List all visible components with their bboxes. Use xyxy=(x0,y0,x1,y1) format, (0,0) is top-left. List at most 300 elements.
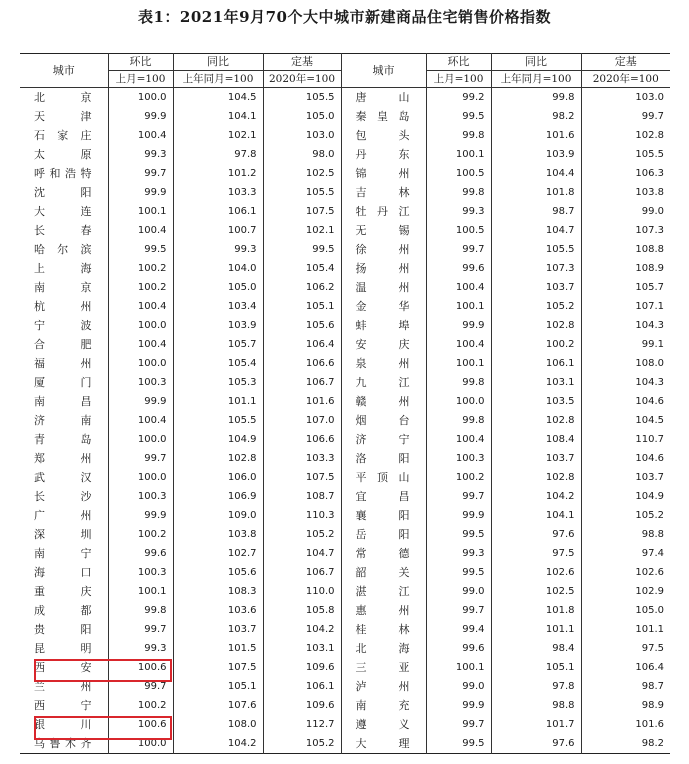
table-row xyxy=(20,715,670,734)
table-row xyxy=(20,259,670,278)
mom-left-cell: 100.0 xyxy=(108,88,173,108)
table-row xyxy=(20,639,670,658)
mom-left-cell: 99.5 xyxy=(108,240,173,259)
fixed-right-cell: 104.6 xyxy=(581,392,670,411)
fixed-base-right: 2020年=100 xyxy=(581,71,670,88)
fixed-left-cell: 106.6 xyxy=(263,354,341,373)
city-left-cell: 福 州 xyxy=(34,357,92,370)
fixed-right-cell: 99.7 xyxy=(581,107,670,126)
mom-right-cell: 100.2 xyxy=(426,468,491,487)
city-right-cell: 烟 台 xyxy=(341,411,426,430)
yoy-left-cell: 104.5 xyxy=(173,88,263,108)
mom-right-cell: 100.1 xyxy=(426,354,491,373)
mom-right-cell: 99.5 xyxy=(426,734,491,754)
city-right-cell: 蚌 埠 xyxy=(341,316,426,335)
yoy-right-cell: 104.1 xyxy=(491,506,581,525)
fixed-left-cell: 105.8 xyxy=(263,601,341,620)
city-left-cell: 南 昌 xyxy=(34,395,92,408)
fixed-left-cell: 105.6 xyxy=(263,316,341,335)
yoy-right-cell: 104.4 xyxy=(491,164,581,183)
table-row xyxy=(20,202,670,221)
table-row xyxy=(20,696,670,715)
city-right-cell: 扬 州 xyxy=(341,259,426,278)
yoy-left-cell: 104.2 xyxy=(173,734,263,754)
table-row xyxy=(20,126,670,145)
yoy-right-cell: 102.5 xyxy=(491,582,581,601)
mom-left-cell: 99.9 xyxy=(108,183,173,202)
yoy-base-right: 上年同月=100 xyxy=(491,71,581,88)
yoy-right-cell: 101.7 xyxy=(491,715,581,734)
yoy-left-cell: 105.4 xyxy=(173,354,263,373)
yoy-left-cell: 108.0 xyxy=(173,715,263,734)
fixed-header-left: 定基 xyxy=(263,54,341,71)
yoy-left-cell: 103.7 xyxy=(173,620,263,639)
city-left-cell: 济 南 xyxy=(34,414,92,427)
city-left-cell: 深 圳 xyxy=(34,528,92,541)
mom-left-cell: 100.1 xyxy=(108,582,173,601)
yoy-left-cell: 108.3 xyxy=(173,582,263,601)
mom-left-cell: 100.6 xyxy=(108,658,173,677)
yoy-right-cell: 99.8 xyxy=(491,88,581,108)
yoy-left-cell: 102.1 xyxy=(173,126,263,145)
yoy-right-cell: 103.7 xyxy=(491,449,581,468)
table-row xyxy=(20,582,670,601)
mom-left-cell: 99.3 xyxy=(108,145,173,164)
city-right-cell: 泉 州 xyxy=(341,354,426,373)
fixed-left-cell: 106.2 xyxy=(263,278,341,297)
mom-left-cell: 99.9 xyxy=(108,392,173,411)
city-right-cell: 平顶山 xyxy=(341,468,426,487)
city-right-cell: 安 庆 xyxy=(341,335,426,354)
fixed-left-cell: 103.1 xyxy=(263,639,341,658)
fixed-right-cell: 102.8 xyxy=(581,126,670,145)
mom-base-right: 上月=100 xyxy=(426,71,491,88)
yoy-left-cell: 106.1 xyxy=(173,202,263,221)
yoy-right-cell: 102.8 xyxy=(491,468,581,487)
table-row xyxy=(20,373,670,392)
city-left-cell: 银 川 xyxy=(34,718,92,731)
fixed-right-cell: 98.8 xyxy=(581,525,670,544)
fixed-right-cell: 104.5 xyxy=(581,411,670,430)
fixed-right-cell: 108.0 xyxy=(581,354,670,373)
yoy-right-cell: 105.1 xyxy=(491,658,581,677)
fixed-left-cell: 106.4 xyxy=(263,335,341,354)
city-right-cell: 湛 江 xyxy=(341,582,426,601)
table-row xyxy=(20,506,670,525)
table-row xyxy=(20,145,670,164)
yoy-right-cell: 105.5 xyxy=(491,240,581,259)
yoy-left-cell: 107.6 xyxy=(173,696,263,715)
city-right-cell: 九 江 xyxy=(341,373,426,392)
fixed-left-cell: 105.4 xyxy=(263,259,341,278)
city-left-cell: 合 肥 xyxy=(34,338,92,351)
mom-left-cell: 100.3 xyxy=(108,563,173,582)
fixed-base-left: 2020年=100 xyxy=(263,71,341,88)
city-right-cell: 三 亚 xyxy=(341,658,426,677)
fixed-right-cell: 110.7 xyxy=(581,430,670,449)
city-right-cell: 北 海 xyxy=(341,639,426,658)
mom-left-cell: 99.9 xyxy=(108,506,173,525)
mom-left-cell: 99.7 xyxy=(108,677,173,696)
yoy-left-cell: 104.9 xyxy=(173,430,263,449)
yoy-left-cell: 106.9 xyxy=(173,487,263,506)
table-row xyxy=(20,544,670,563)
yoy-right-cell: 97.6 xyxy=(491,525,581,544)
fixed-left-cell: 106.6 xyxy=(263,430,341,449)
mom-left-cell: 100.3 xyxy=(108,487,173,506)
fixed-right-cell: 97.5 xyxy=(581,639,670,658)
fixed-left-cell: 106.7 xyxy=(263,563,341,582)
yoy-right-cell: 101.8 xyxy=(491,183,581,202)
fixed-right-cell: 103.7 xyxy=(581,468,670,487)
mom-right-cell: 99.8 xyxy=(426,126,491,145)
city-right-cell: 大 理 xyxy=(341,734,426,754)
yoy-right-cell: 102.8 xyxy=(491,316,581,335)
table-row xyxy=(20,563,670,582)
mom-header-left: 环比 xyxy=(108,54,173,71)
city-left-cell: 重 庆 xyxy=(34,585,92,598)
table-row xyxy=(20,107,670,126)
yoy-left-cell: 109.0 xyxy=(173,506,263,525)
table-row xyxy=(20,658,670,677)
yoy-left-cell: 105.0 xyxy=(173,278,263,297)
fixed-left-cell: 102.5 xyxy=(263,164,341,183)
city-right-cell: 金 华 xyxy=(341,297,426,316)
mom-right-cell: 99.6 xyxy=(426,259,491,278)
fixed-right-cell: 107.1 xyxy=(581,297,670,316)
fixed-right-cell: 104.3 xyxy=(581,316,670,335)
fixed-left-cell: 101.6 xyxy=(263,392,341,411)
city-left-cell: 广 州 xyxy=(34,509,92,522)
mom-right-cell: 99.8 xyxy=(426,373,491,392)
fixed-right-cell: 107.3 xyxy=(581,221,670,240)
fixed-right-cell: 105.5 xyxy=(581,145,670,164)
table-row xyxy=(20,449,670,468)
mom-right-cell: 99.6 xyxy=(426,639,491,658)
yoy-right-cell: 101.6 xyxy=(491,126,581,145)
yoy-left-cell: 104.0 xyxy=(173,259,263,278)
fixed-left-cell: 99.5 xyxy=(263,240,341,259)
fixed-left-cell: 105.0 xyxy=(263,107,341,126)
mom-right-cell: 99.3 xyxy=(426,202,491,221)
mom-left-cell: 99.3 xyxy=(108,639,173,658)
table-row xyxy=(20,164,670,183)
fixed-right-cell: 97.4 xyxy=(581,544,670,563)
mom-right-cell: 99.0 xyxy=(426,582,491,601)
yoy-right-cell: 107.3 xyxy=(491,259,581,278)
yoy-left-cell: 107.5 xyxy=(173,658,263,677)
city-left-cell: 海 口 xyxy=(34,566,92,579)
fixed-left-cell: 104.7 xyxy=(263,544,341,563)
fixed-left-cell: 110.0 xyxy=(263,582,341,601)
table-row xyxy=(20,240,670,259)
mom-right-cell: 100.1 xyxy=(426,145,491,164)
city-right-cell: 秦皇岛 xyxy=(341,107,426,126)
yoy-right-cell: 102.8 xyxy=(491,411,581,430)
yoy-left-cell: 105.1 xyxy=(173,677,263,696)
fixed-left-cell: 105.5 xyxy=(263,88,341,108)
yoy-left-cell: 101.2 xyxy=(173,164,263,183)
table-row xyxy=(20,392,670,411)
table-row xyxy=(20,297,670,316)
mom-right-cell: 99.5 xyxy=(426,107,491,126)
mom-left-cell: 100.2 xyxy=(108,525,173,544)
fixed-right-cell: 104.3 xyxy=(581,373,670,392)
city-right-cell: 锦 州 xyxy=(341,164,426,183)
mom-left-cell: 100.3 xyxy=(108,373,173,392)
fixed-left-cell: 103.3 xyxy=(263,449,341,468)
mom-right-cell: 100.1 xyxy=(426,658,491,677)
mom-left-cell: 100.2 xyxy=(108,696,173,715)
city-left-cell: 兰 州 xyxy=(34,680,92,693)
fixed-right-cell: 102.6 xyxy=(581,563,670,582)
fixed-left-cell: 106.1 xyxy=(263,677,341,696)
city-left-cell: 北 京 xyxy=(34,91,92,104)
fixed-left-cell: 107.5 xyxy=(263,468,341,487)
yoy-left-cell: 102.8 xyxy=(173,449,263,468)
yoy-right-cell: 103.9 xyxy=(491,145,581,164)
city-right-cell: 包 头 xyxy=(341,126,426,145)
table-row xyxy=(20,525,670,544)
mom-right-cell: 100.4 xyxy=(426,335,491,354)
city-left-cell: 杭 州 xyxy=(34,300,92,313)
city-right-cell: 丹 东 xyxy=(341,145,426,164)
table-row xyxy=(20,316,670,335)
mom-right-cell: 99.5 xyxy=(426,563,491,582)
mom-right-cell: 99.9 xyxy=(426,316,491,335)
mom-right-cell: 100.3 xyxy=(426,449,491,468)
mom-left-cell: 100.0 xyxy=(108,430,173,449)
table-row xyxy=(20,183,670,202)
mom-right-cell: 99.5 xyxy=(426,525,491,544)
fixed-right-cell: 98.2 xyxy=(581,734,670,754)
fixed-left-cell: 107.5 xyxy=(263,202,341,221)
city-left-cell: 西 宁 xyxy=(34,699,92,712)
table-row xyxy=(20,734,670,754)
mom-right-cell: 99.9 xyxy=(426,696,491,715)
fixed-right-cell: 104.6 xyxy=(581,449,670,468)
fixed-right-cell: 108.8 xyxy=(581,240,670,259)
yoy-left-cell: 100.7 xyxy=(173,221,263,240)
fixed-right-cell: 105.0 xyxy=(581,601,670,620)
mom-left-cell: 99.9 xyxy=(108,107,173,126)
city-left-cell: 南 宁 xyxy=(34,547,92,560)
fixed-right-cell: 101.1 xyxy=(581,620,670,639)
city-right-cell: 牡丹江 xyxy=(341,202,426,221)
table-row xyxy=(20,411,670,430)
mom-right-cell: 99.7 xyxy=(426,715,491,734)
mom-right-cell: 100.4 xyxy=(426,430,491,449)
yoy-left-cell: 101.5 xyxy=(173,639,263,658)
mom-left-cell: 99.7 xyxy=(108,164,173,183)
city-right-cell: 赣 州 xyxy=(341,392,426,411)
mom-left-cell: 100.4 xyxy=(108,126,173,145)
mom-right-cell: 100.5 xyxy=(426,221,491,240)
fixed-left-cell: 103.0 xyxy=(263,126,341,145)
mom-left-cell: 99.7 xyxy=(108,449,173,468)
yoy-right-cell: 102.6 xyxy=(491,563,581,582)
yoy-header-left: 同比 xyxy=(173,54,263,71)
fixed-left-cell: 110.3 xyxy=(263,506,341,525)
mom-right-cell: 100.5 xyxy=(426,164,491,183)
yoy-left-cell: 105.6 xyxy=(173,563,263,582)
yoy-left-cell: 103.9 xyxy=(173,316,263,335)
fixed-right-cell: 103.8 xyxy=(581,183,670,202)
city-left-cell: 西 安 xyxy=(34,661,92,674)
yoy-right-cell: 97.5 xyxy=(491,544,581,563)
mom-right-cell: 99.8 xyxy=(426,411,491,430)
fixed-left-cell: 109.6 xyxy=(263,696,341,715)
yoy-right-cell: 106.1 xyxy=(491,354,581,373)
mom-left-cell: 100.4 xyxy=(108,221,173,240)
mom-base-left: 上月=100 xyxy=(108,71,173,88)
city-left-cell: 宁 波 xyxy=(34,319,92,332)
mom-right-cell: 99.7 xyxy=(426,601,491,620)
table-row xyxy=(20,88,670,108)
price-index-table xyxy=(20,53,670,754)
yoy-right-cell: 105.2 xyxy=(491,297,581,316)
mom-right-cell: 99.9 xyxy=(426,506,491,525)
table-row xyxy=(20,354,670,373)
mom-left-cell: 100.4 xyxy=(108,411,173,430)
city-left-cell: 郑 州 xyxy=(34,452,92,465)
yoy-right-cell: 97.8 xyxy=(491,677,581,696)
fixed-right-cell: 105.2 xyxy=(581,506,670,525)
fixed-left-cell: 107.0 xyxy=(263,411,341,430)
fixed-right-cell: 102.9 xyxy=(581,582,670,601)
city-right-cell: 桂 林 xyxy=(341,620,426,639)
fixed-right-cell: 99.0 xyxy=(581,202,670,221)
fixed-left-cell: 112.7 xyxy=(263,715,341,734)
city-right-cell: 韶 关 xyxy=(341,563,426,582)
table-header xyxy=(20,54,670,88)
table-row xyxy=(20,221,670,240)
city-left-cell: 天 津 xyxy=(34,110,92,123)
city-right-cell: 济 宁 xyxy=(341,430,426,449)
city-right-cell: 惠 州 xyxy=(341,601,426,620)
fixed-left-cell: 106.7 xyxy=(263,373,341,392)
fixed-left-cell: 105.2 xyxy=(263,734,341,754)
yoy-left-cell: 105.7 xyxy=(173,335,263,354)
mom-right-cell: 100.0 xyxy=(426,392,491,411)
mom-left-cell: 99.6 xyxy=(108,544,173,563)
fixed-left-cell: 109.6 xyxy=(263,658,341,677)
yoy-left-cell: 102.7 xyxy=(173,544,263,563)
table-row xyxy=(20,430,670,449)
fixed-right-cell: 104.9 xyxy=(581,487,670,506)
fixed-right-cell: 106.4 xyxy=(581,658,670,677)
yoy-right-cell: 100.2 xyxy=(491,335,581,354)
city-left-cell: 昆 明 xyxy=(34,642,92,655)
yoy-right-cell: 98.2 xyxy=(491,107,581,126)
city-right-cell: 遵 义 xyxy=(341,715,426,734)
mom-right-cell: 99.7 xyxy=(426,240,491,259)
city-right-cell: 南 充 xyxy=(341,696,426,715)
city-right-cell: 常 德 xyxy=(341,544,426,563)
yoy-right-cell: 103.1 xyxy=(491,373,581,392)
mom-right-cell: 100.4 xyxy=(426,278,491,297)
city-left-cell: 太 原 xyxy=(34,148,92,161)
mom-left-cell: 100.1 xyxy=(108,202,173,221)
city-right-cell: 吉 林 xyxy=(341,183,426,202)
fixed-right-cell: 106.3 xyxy=(581,164,670,183)
mom-left-cell: 100.6 xyxy=(108,715,173,734)
mom-left-cell: 100.0 xyxy=(108,316,173,335)
mom-left-cell: 99.7 xyxy=(108,620,173,639)
fixed-right-cell: 105.7 xyxy=(581,278,670,297)
city-header-right: 城市 xyxy=(341,54,426,88)
yoy-left-cell: 105.3 xyxy=(173,373,263,392)
table-row xyxy=(20,487,670,506)
table-row xyxy=(20,335,670,354)
fixed-left-cell: 102.1 xyxy=(263,221,341,240)
city-left-cell: 青 岛 xyxy=(34,433,92,446)
mom-right-cell: 99.8 xyxy=(426,183,491,202)
yoy-right-cell: 97.6 xyxy=(491,734,581,754)
city-right-cell: 温 州 xyxy=(341,278,426,297)
city-left-cell: 武 汉 xyxy=(34,471,92,484)
yoy-right-cell: 101.8 xyxy=(491,601,581,620)
mom-right-cell: 99.0 xyxy=(426,677,491,696)
yoy-header-right: 同比 xyxy=(491,54,581,71)
city-left-cell: 石家庄 xyxy=(34,129,92,142)
fixed-header-right: 定基 xyxy=(581,54,670,71)
city-right-cell: 襄 阳 xyxy=(341,506,426,525)
yoy-right-cell: 108.4 xyxy=(491,430,581,449)
fixed-right-cell: 98.9 xyxy=(581,696,670,715)
yoy-left-cell: 104.1 xyxy=(173,107,263,126)
fixed-left-cell: 105.1 xyxy=(263,297,341,316)
yoy-right-cell: 104.2 xyxy=(491,487,581,506)
mom-left-cell: 100.4 xyxy=(108,335,173,354)
table-row xyxy=(20,677,670,696)
yoy-right-cell: 103.7 xyxy=(491,278,581,297)
city-right-cell: 泸 州 xyxy=(341,677,426,696)
city-left-cell: 哈尔滨 xyxy=(34,243,92,256)
city-right-cell: 徐 州 xyxy=(341,240,426,259)
mom-right-cell: 99.3 xyxy=(426,544,491,563)
city-right-cell: 岳 阳 xyxy=(341,525,426,544)
table-row xyxy=(20,278,670,297)
yoy-left-cell: 103.4 xyxy=(173,297,263,316)
city-left-cell: 贵 阳 xyxy=(34,623,92,636)
mom-left-cell: 100.0 xyxy=(108,468,173,487)
fixed-left-cell: 105.2 xyxy=(263,525,341,544)
city-left-cell: 大 连 xyxy=(34,205,92,218)
city-left-cell: 乌鲁木齐 xyxy=(34,737,92,750)
city-left-cell: 厦 门 xyxy=(34,376,92,389)
city-left-cell: 长 沙 xyxy=(34,490,92,503)
fixed-left-cell: 104.2 xyxy=(263,620,341,639)
city-left-cell: 上 海 xyxy=(34,262,92,275)
fixed-left-cell: 98.0 xyxy=(263,145,341,164)
yoy-right-cell: 98.8 xyxy=(491,696,581,715)
mom-left-cell: 100.0 xyxy=(108,734,173,754)
city-left-cell: 沈 阳 xyxy=(34,186,92,199)
yoy-left-cell: 101.1 xyxy=(173,392,263,411)
yoy-left-cell: 105.5 xyxy=(173,411,263,430)
mom-left-cell: 100.4 xyxy=(108,297,173,316)
yoy-base-left: 上年同月=100 xyxy=(173,71,263,88)
mom-left-cell: 100.0 xyxy=(108,354,173,373)
yoy-left-cell: 103.6 xyxy=(173,601,263,620)
yoy-left-cell: 106.0 xyxy=(173,468,263,487)
city-right-cell: 无 锡 xyxy=(341,221,426,240)
table-row xyxy=(20,468,670,487)
yoy-right-cell: 104.7 xyxy=(491,221,581,240)
mom-header-right: 环比 xyxy=(426,54,491,71)
table-title: 表1：2021年9月70个大中城市新建商品住宅销售价格指数 xyxy=(138,8,551,26)
